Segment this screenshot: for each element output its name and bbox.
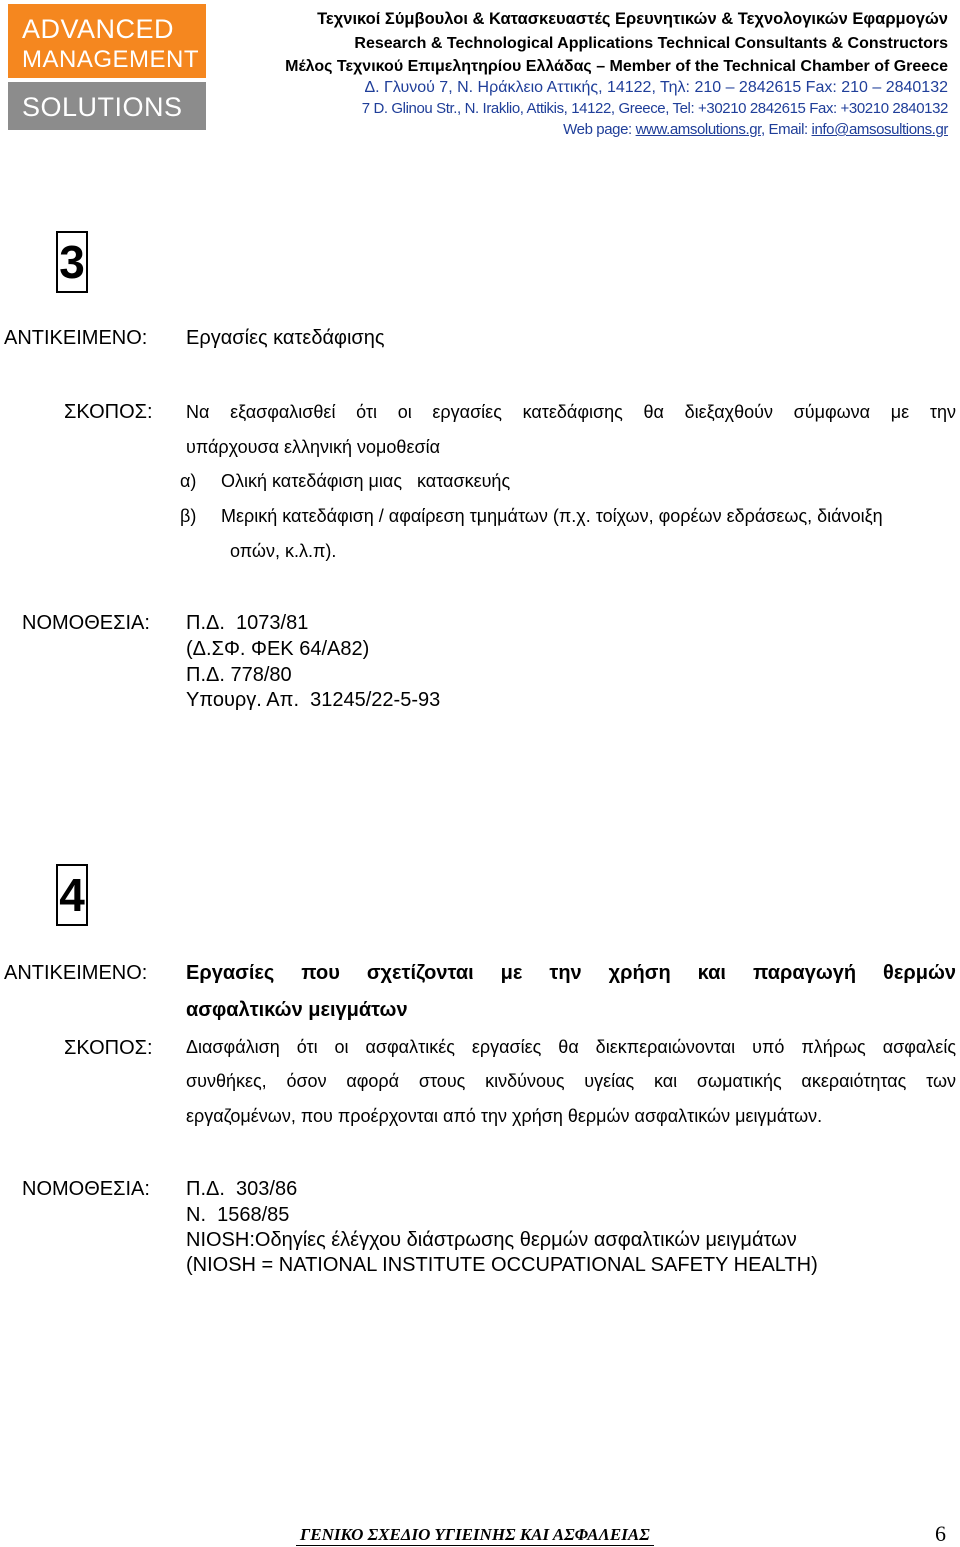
section-4-scope-line-2: συνθήκες, όσον αφορά στους κινδύνους υγείας και σωματικής ακεραιότητας των [186, 1071, 956, 1091]
website-link[interactable]: www.amsolutions.gr [635, 121, 761, 138]
section-4-number: 4 [56, 864, 88, 926]
company-logo-lower [8, 82, 206, 130]
section-3-object-text: Εργασίες κατεδάφισης [186, 327, 385, 349]
section-4-scope-line-1: Διασφάλιση ότι οι ασφαλτικές εργασίες θα διεκπεραιώνονται υπό πλήρως ασφαλείς [186, 1037, 956, 1057]
section-4-law-1: Π.Δ. 303/86 [186, 1178, 298, 1200]
header-membership: Μέλος Τεχνικού Επιμελητηρίου Ελλάδας – Member of the Technical Chamber of Greece [285, 58, 948, 75]
footer-document-title: ΓΕΝΙΚΟ ΣΧΕΔΙΟ ΥΓΙΕΙΝΗΣ ΚΑΙ ΑΣΦΑΛΕΙΑΣ [300, 1525, 650, 1544]
section-3-item-b-marker: β) [180, 506, 197, 526]
logo-line-1: ADVANCED [22, 14, 175, 44]
email-label: , Email: [760, 121, 812, 138]
section-3-object-label: ΑΝΤΙΚΕΙΜΕΝΟ: [4, 327, 148, 349]
logo-line-3: SOLUTIONS [22, 92, 183, 122]
section-3-item-b-continuation: οπών, κ.λ.π). [230, 541, 337, 561]
logo-line-2: MANAGEMENT [22, 46, 200, 73]
section-3-item-b-text: Μερική κατεδάφιση / αφαίρεση τμημάτων (π.χ. τοίχων, φορέων εδράσεως, διάνοιξη [221, 506, 883, 526]
section-4-law-2: Ν. 1568/85 [186, 1204, 290, 1226]
web-label: Web page: [563, 121, 636, 138]
section-4-law-3: NIOSH:Οδηγίες έλέγχου διάστρωσης θερμών ασφαλτικών μειγμάτων [186, 1229, 797, 1251]
section-3-number: 3 [56, 231, 88, 293]
section-4-object-line-1: Εργασίες που σχετίζονται με την χρήση και παραγωγή θερμών [186, 962, 956, 984]
footer-underline [296, 1545, 654, 1546]
header-greek-title: Τεχνικοί Σύμβουλοι & Κατασκευαστές Ερευνητικών & Τεχνολογικών Εφαρμογών [317, 10, 948, 28]
section-3-law-3: Π.Δ. 778/80 [186, 664, 292, 686]
section-3-law-1: Π.Δ. 1073/81 [186, 612, 309, 634]
section-3-item-a-text: Ολική κατεδάφιση μιας κατασκευής [221, 471, 511, 491]
header-english-address: 7 D. Glinou Str., N. Iraklio, Attikis, 14122, Greece, Tel: +30210 2842615 Fax: +30210 2840132 [361, 100, 948, 117]
section-3-item-a-marker: α) [180, 471, 197, 491]
section-3-scope-line-1: Να εξασφαλισθεί ότι οι εργασίες κατεδάφισης θα διεξαχθούν σύμφωνα με την [186, 402, 956, 422]
header-english-title: Research & Technological Applications Technical Consultants & Constructors [354, 35, 948, 52]
section-4-scope-label: ΣΚΟΠΟΣ: [64, 1037, 153, 1059]
section-3-law-label: ΝΟΜΟΘΕΣΙΑ: [22, 612, 150, 634]
section-3-scope-label: ΣΚΟΠΟΣ: [64, 401, 153, 423]
page-number: 6 [935, 1521, 946, 1546]
section-4-scope-line-3: εργαζομένων, που προέρχονται από την χρήση θερμών ασφαλτικών μειγμάτων. [186, 1106, 823, 1126]
section-3-law-4: Υπουργ. Απ. 31245/22-5-93 [186, 689, 441, 711]
header-greek-address: Δ. Γλυνού 7, Ν. Ηράκλειο Αττικής, 14122, Τηλ: 210 – 2842615 Fax: 210 – 2840132 [364, 79, 948, 96]
section-4-object-label: ΑΝΤΙΚΕΙΜΕΝΟ: [4, 962, 148, 984]
company-logo [8, 4, 206, 78]
section-4-law-4: (NIOSH = NATIONAL INSTITUTE OCCUPATIONAL SAFETY HEALTH) [186, 1254, 818, 1276]
section-4-law-label: ΝΟΜΟΘΕΣΙΑ: [22, 1178, 150, 1200]
header-contact [563, 121, 948, 138]
section-4-object-line-2: ασφαλτικών μειγμάτων [186, 999, 408, 1021]
section-3-law-2: (Δ.ΣΦ. ΦΕΚ 64/Α82) [186, 638, 370, 660]
email-link[interactable]: info@amsosultions.gr [811, 121, 948, 138]
section-3-scope-line-2: υπάρχουσα ελληνική νομοθεσία [186, 437, 440, 457]
